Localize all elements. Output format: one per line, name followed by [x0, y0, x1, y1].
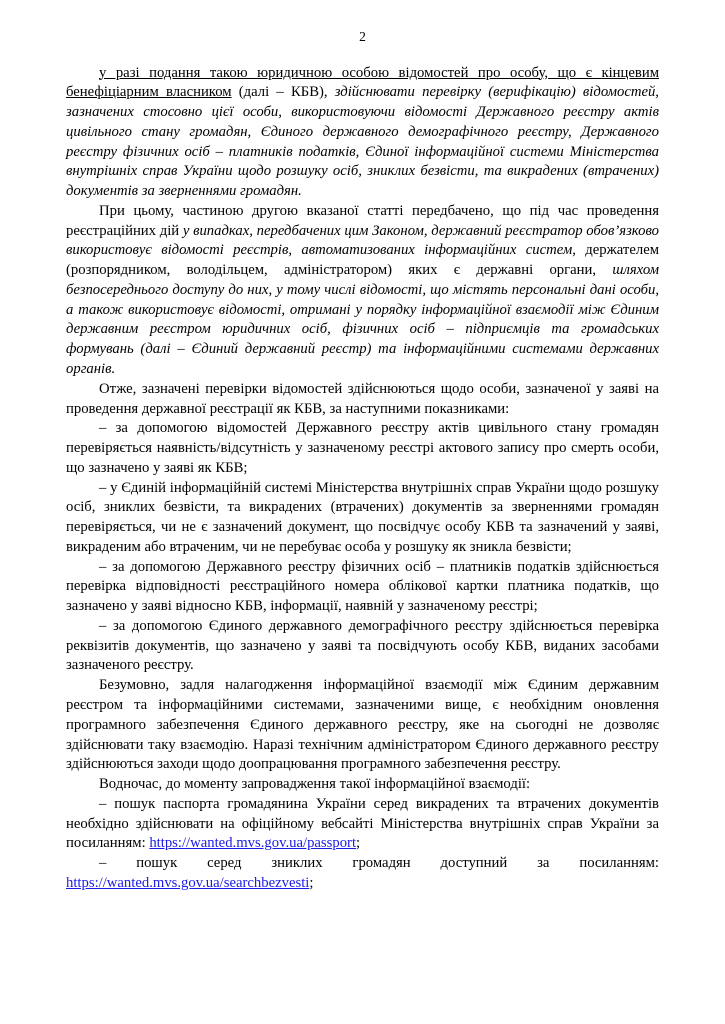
paragraph — [66, 775, 659, 795]
text-run: у випадках, передбачених цим Законом, державний реєстратор обов’язково використовує відомості реєстрів, автоматизованих інформаційних систем, — [66, 222, 659, 259]
text-run: Безумовно, задля налагодження інформаційної взаємодії між Єдиним державним реєстром та інформаційними системами, зазначеними вище, є необхідним оновлення програмного забезпечення Єдиного державного реєстру, яке на сьогодні не дозволяє здійснювати таку взаємодію. Наразі технічним адміністратором Єдиного державного реєстру здійснюються заходи щодо доопрацювання програмного забезпечення реєстру. — [66, 677, 659, 773]
text-run: – за допомогою відомостей Державного реєстру актів цивільного стану громадян перевіряється наявність/відсутність у зазначеному реєстрі актового запису про смерть особи, що зазначено у заяві як КБВ; — [66, 420, 659, 476]
paragraph — [66, 380, 659, 420]
text-run: ; — [356, 835, 361, 852]
paragraph — [66, 617, 659, 676]
page-number: 2 — [359, 29, 366, 44]
text-run: – у Єдиній інформаційній системі Міністерства внутрішніх справ України щодо розшуку осіб, зниклих безвісти, та викрадених (втрачених) документів за зверненнями громадян перевіряється, чи не є зазначений документ, що посвідчує особу КБВ та зазначений у заяві, викраденим або втраченим, чи не перебуває особа у розшуку як зникла безвісти; — [66, 479, 659, 555]
paragraph — [66, 419, 659, 478]
paragraph — [66, 64, 659, 202]
text-run: – за допомогою Державного реєстру фізичних осіб – платників податків здійснюється перевірка відповідності реєстраційного номера облікової картки платника податків, що зазначено у заяві відносно КБВ, інформації, наявній у зазначеному реєстрі; — [66, 558, 659, 615]
external-link[interactable]: https://wanted.mvs.gov.ua/searchbezvesti — [66, 874, 310, 891]
paragraph — [66, 558, 659, 617]
paragraph — [66, 202, 659, 380]
text-run: ; — [309, 874, 314, 891]
text-run: – за допомогою Єдиного державного демографічного реєстру здійснюється перевірка реквізитів документів, що зазначено у заяві та посвідчують особу КБВ, виданих засобами зазначеного реєстру. — [66, 617, 659, 674]
text-run: Отже, зазначені перевірки відомостей здійснюються щодо особи, зазначеної у заяві на проведення державної реєстрації як КБВ, за наступними показниками: — [66, 380, 659, 417]
text-run: Водночас, до моменту запровадження такої інформаційної взаємодії: — [99, 776, 531, 793]
text-run: шляхом безпосереднього доступу до них, у тому числі відомості, що містять персональні дані особи, а також використовує відомості, отримані у порядку інформаційної взаємодії між Єдиним державним реєстром юридичних осіб, фізичних осіб – підприємців та громадських формувань (далі – Єдиний державний реєстр) та інформаційними системами державних органів. — [66, 262, 659, 377]
text-run: у разі подання такою юридичною особою відомостей про особу, що є кінцевим бенефіціарним власником — [66, 64, 659, 101]
text-run: (далі – КБВ), — [231, 84, 335, 101]
paragraph — [66, 479, 659, 558]
text-run: При цьому, частиною другою вказаної статті передбачено, що під час проведення реєстраційних дій — [66, 202, 659, 239]
text-run: – пошук паспорта громадянина України серед викрадених та втрачених документів необхідно здійснювати на офіційному вебсайті Міністерства внутрішніх справ України за посиланням: — [66, 795, 659, 852]
external-link[interactable]: https://wanted.mvs.gov.ua/passport — [149, 835, 357, 852]
document-body — [66, 64, 659, 894]
text-run: – пошук серед зниклих громадян доступний за посиланням: — [99, 855, 659, 872]
paragraph — [66, 854, 659, 894]
text-run: держателем (розпорядником, володільцем, адміністратором) яких є державні органи, — [66, 242, 660, 279]
text-run: здійснювати перевірку (верифікацію) відомостей, зазначених стосовно цієї особи, використовуючи відомості Державного реєстру актів цивільного стану громадян, Єдиного державного демографічного реєстру, Державного реєстру фізичних осіб – платників податків, Єдиної інформаційної системи Міністерства внутрішніх справ України щодо розшуку осіб, зниклих безвісти, та викрадених (втрачених) документів за зверненнями громадян. — [66, 84, 659, 200]
paragraph — [66, 676, 659, 775]
paragraph — [66, 795, 659, 854]
